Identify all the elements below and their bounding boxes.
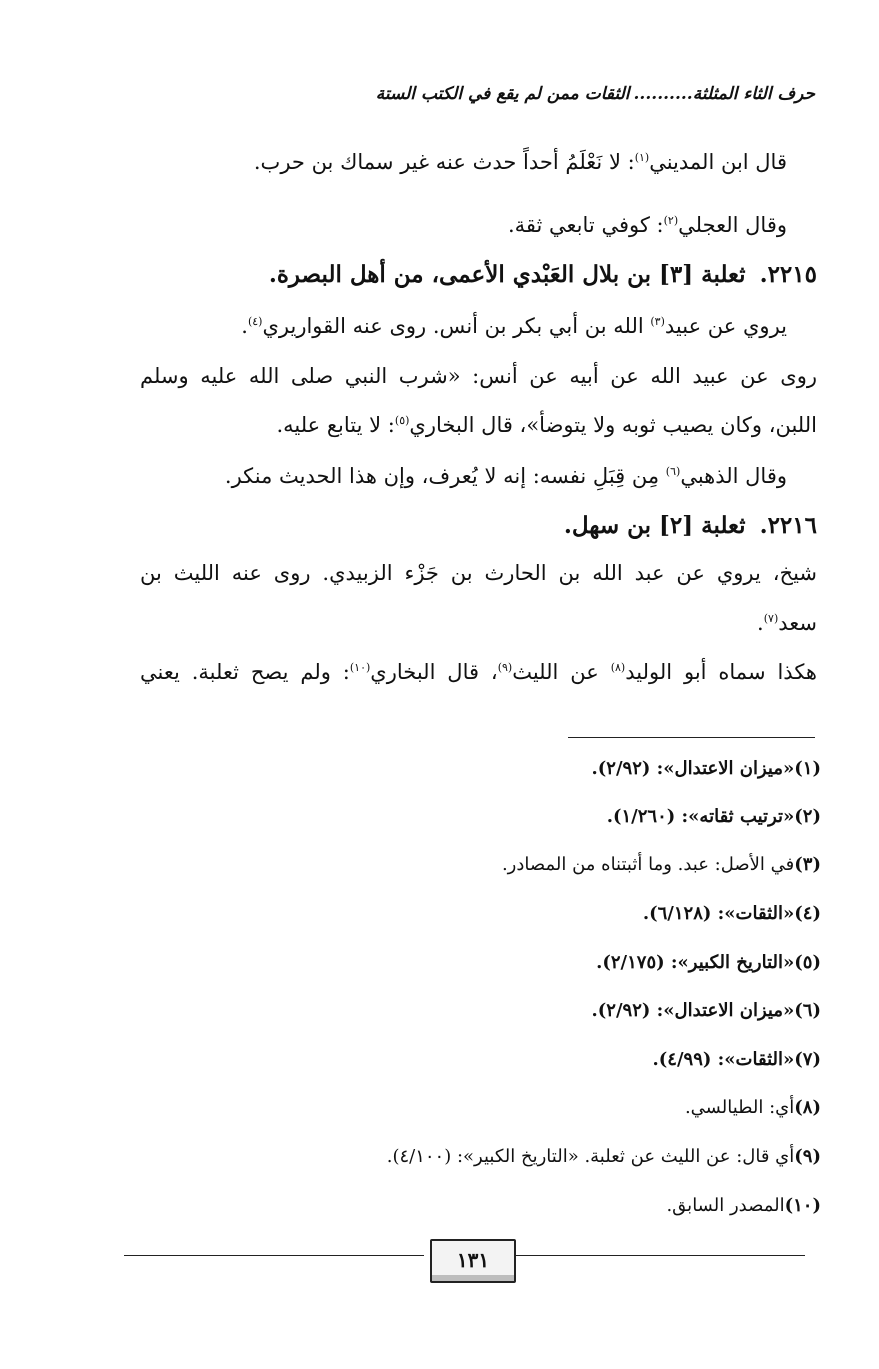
running-header [165,84,815,104]
text: ، قال البخاري [370,660,498,684]
footnote-ref: (٥) [394,414,410,427]
text-line-4: روى عن عبيد الله عن أبيه عن أنس: «شرب النبي صلى الله عليه وسلم [140,364,817,388]
footnote-2 [607,806,821,827]
footnote-5 [596,952,821,973]
text-line-2 [508,213,787,237]
footnote-7 [653,1049,822,1070]
footnote-10 [666,1195,821,1216]
footnote-ref: (٩) [497,661,513,674]
footnote-number: (٤) [794,903,821,924]
text-line-1 [254,150,787,174]
footnote-1 [592,758,822,779]
entry-heading-2216 [564,512,817,539]
footnote-ref: (٦) [665,465,681,478]
footnote-8 [685,1097,821,1118]
footnote-number: (٣) [794,854,821,875]
text: يروي عن عبيد [664,314,787,338]
header-chapter: حرف الثاء المثلثة [692,84,815,104]
footnote-text: في الأصل: عبد. وما أثبتناه من المصادر. [501,854,795,875]
text: قال ابن المديني [649,150,787,174]
entry-number: ٢٢١٥. [759,261,817,288]
footer-rule-right [515,1255,805,1256]
footnote-number: (٧) [794,1049,821,1070]
text-line-7: شيخ، يروي عن عبد الله بن الحارث بن جَزْء الزبيدي. روى عنه الليث بن [140,561,817,585]
footnote-ref: (٧) [763,612,779,625]
text-line-6 [225,464,787,488]
text: الله بن أبي بكر بن أنس. روى عنه القواريري [262,314,651,338]
footnote-text: المصدر السابق. [666,1195,785,1216]
footnote-text: أي: الطيالسي. [684,1097,795,1118]
text: عن الليث [512,660,611,684]
entry-title: ثعلبة [٢] بن سهل. [563,512,746,539]
footnote-text: «الثقات»: (٤/٩٩). [652,1049,795,1070]
footnote-ref: (١) [634,151,650,164]
text-line-5 [276,413,817,437]
footnote-separator [568,737,815,738]
footnote-9 [387,1146,821,1167]
text-line-3 [241,314,787,338]
footnote-number: (٢) [794,806,821,827]
header-dots: .......... [633,84,693,104]
footer-rule-left [124,1255,424,1256]
entry-heading-2215 [269,261,817,288]
text: هكذا سماه أبو الوليد [625,660,817,684]
text: : كوفي تابعي ثقة. [507,213,664,237]
text: : لا يتابع عليه. [276,413,395,437]
footnote-number: (١) [794,758,821,779]
footnote-number: (٩) [794,1146,821,1167]
header-book-title: الثقات ممن لم يقع في الكتب الستة [375,84,630,104]
text: وقال العجلي [678,213,787,237]
footnote-text: «ميزان الاعتدال»: (٢/٩٢). [591,758,795,779]
footnote-ref: (١٠) [349,661,371,674]
footnote-number: (٥) [794,952,821,973]
footnote-4 [643,903,821,924]
page-number: ١٣١ [430,1239,516,1283]
footnote-ref: (٨) [610,661,626,674]
entry-number: ٢٢١٦. [759,512,817,539]
entry-title: ثعلبة [٣] بن بلال العَبْدي الأعمى، من أهل البصرة. [268,261,746,288]
text: اللبن، وكان يصيب ثوبه ولا يتوضأ»، قال البخاري [409,413,817,437]
footnote-ref: (٤) [247,315,263,328]
footnote-ref: (٣) [650,315,665,328]
footnote-text: «التاريخ الكبير»: (٢/١٧٥). [596,952,795,973]
footnote-text: «ميزان الاعتدال»: (٢/٩٢). [591,1000,795,1021]
text: . [757,611,764,635]
footnote-number: (٨) [794,1097,821,1118]
text: وقال الذهبي [680,464,787,488]
footnote-6 [592,1000,822,1021]
footnote-text: «ترتيب ثقاته»: (١/٢٦٠). [606,806,795,827]
text-line-9 [140,660,817,684]
footnote-text: «الثقات»: (٦/١٢٨). [642,903,795,924]
footnote-text: أي قال: عن الليث عن ثعلبة. «التاريخ الكبير»: (٤/١٠٠). [386,1146,795,1167]
text: : لا نَعْلَمُ أحداً حدث عنه غير سماك بن حرب. [253,150,635,174]
text: سعد [778,611,817,635]
text: : ولم يصح ثعلبة. يعني [140,660,350,684]
footnote-number: (٦) [794,1000,821,1021]
text: . [241,314,248,338]
text: مِن قِبَلِ نفسه: إنه لا يُعرف، وإن هذا الحديث منكر. [224,464,666,488]
footnote-number: (١٠) [784,1195,821,1216]
footnote-ref: (٢) [663,214,679,227]
footnote-3 [502,854,821,875]
text-line-8 [757,611,817,635]
